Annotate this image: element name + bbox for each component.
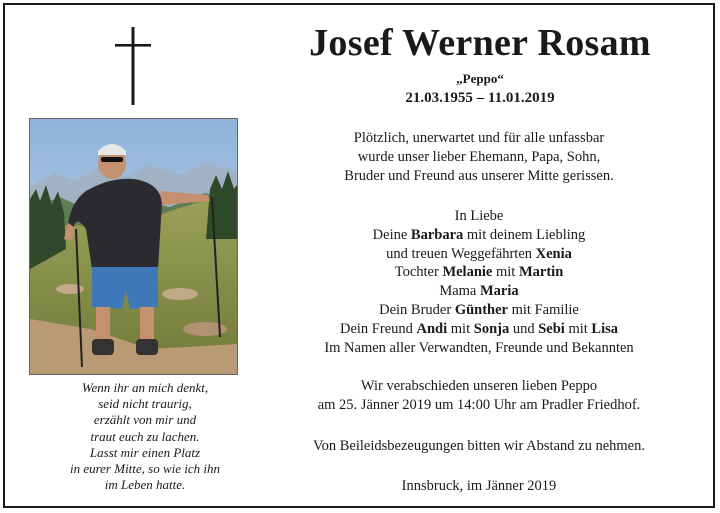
- intro-line: Plötzlich, unerwartet und für alle unfassbar: [353, 130, 605, 146]
- obituary-card: [3, 3, 715, 508]
- family-text: Mama: [439, 283, 480, 300]
- family-text: Dein Freund: [340, 320, 417, 337]
- condolence-note: [267, 437, 691, 456]
- family-name: Sonja: [473, 320, 510, 337]
- intro-text: [267, 129, 691, 185]
- portrait-photo: [29, 118, 238, 375]
- family-name: Melanie: [442, 264, 493, 281]
- life-dates: 21.03.1955 – 11.01.2019: [405, 90, 555, 106]
- intro-line: wurde unser lieber Ehemann, Papa, Sohn,: [357, 148, 601, 165]
- service-line: Wir verabschieden unseren lieben Peppo: [360, 378, 598, 394]
- family-opening: In Liebe: [454, 208, 504, 224]
- deceased-name: Josef Werner Rosam: [309, 22, 651, 64]
- cross-icon: [115, 27, 151, 105]
- family-name: Sebi: [538, 320, 565, 337]
- family-name: Günther: [454, 301, 508, 318]
- family-text: Im Namen aller Verwandten, Freunde und Bekannten: [324, 339, 634, 356]
- family-line: [267, 245, 691, 264]
- family-line: [267, 282, 691, 301]
- family-text: mit Familie: [507, 301, 579, 318]
- quote-line: Lasst mir einen Platz: [89, 444, 201, 460]
- family-name: Maria: [480, 283, 519, 300]
- family-text: Dein Bruder: [379, 301, 455, 318]
- quote-line: traut euch zu lachen.: [90, 428, 200, 444]
- family-list: [267, 207, 691, 357]
- family-name: Xenia: [535, 245, 572, 262]
- place-date-line: Innsbruck, im Jänner 2019: [401, 478, 557, 494]
- family-text: mit: [564, 320, 592, 337]
- quote-line: im Leben hatte.: [104, 477, 186, 493]
- memorial-quote: [25, 380, 265, 493]
- family-lines: [267, 226, 691, 358]
- quote-line: in eurer Mitte, so wie ich ihn: [69, 461, 221, 477]
- quote-line: erzählt von mir und: [93, 412, 197, 428]
- family-line: [267, 339, 691, 358]
- family-text: mit deinem Liebling: [463, 226, 586, 243]
- family-text: mit: [447, 320, 474, 337]
- family-line: [267, 263, 691, 282]
- family-text: und: [509, 320, 539, 337]
- condolence-line: Von Beileidsbezeugungen bitten wir Abstand zu nehmen.: [313, 438, 645, 454]
- family-name: Barbara: [410, 226, 464, 243]
- family-text: mit: [492, 264, 519, 281]
- family-text: Deine: [372, 226, 411, 243]
- family-name: Martin: [518, 264, 564, 281]
- nickname: „Peppo“: [456, 71, 504, 86]
- place-and-date: [267, 477, 691, 496]
- service-line: am 25. Jänner 2019 um 14:00 Uhr am Pradler Friedhof.: [317, 396, 641, 413]
- quote-line: Wenn ihr an mich denkt,: [81, 380, 209, 395]
- funeral-service-info: [267, 377, 691, 415]
- family-name: Lisa: [591, 320, 618, 337]
- family-line: [267, 320, 691, 339]
- quote-line: seid nicht traurig,: [98, 396, 192, 412]
- family-line: [267, 301, 691, 320]
- family-text: Tochter: [394, 264, 443, 281]
- family-name: Andi: [416, 320, 448, 337]
- intro-line: Bruder und Freund aus unserer Mitte gerissen.: [344, 167, 614, 184]
- family-line: [267, 226, 691, 245]
- family-text: und treuen Weggefährten: [386, 245, 536, 262]
